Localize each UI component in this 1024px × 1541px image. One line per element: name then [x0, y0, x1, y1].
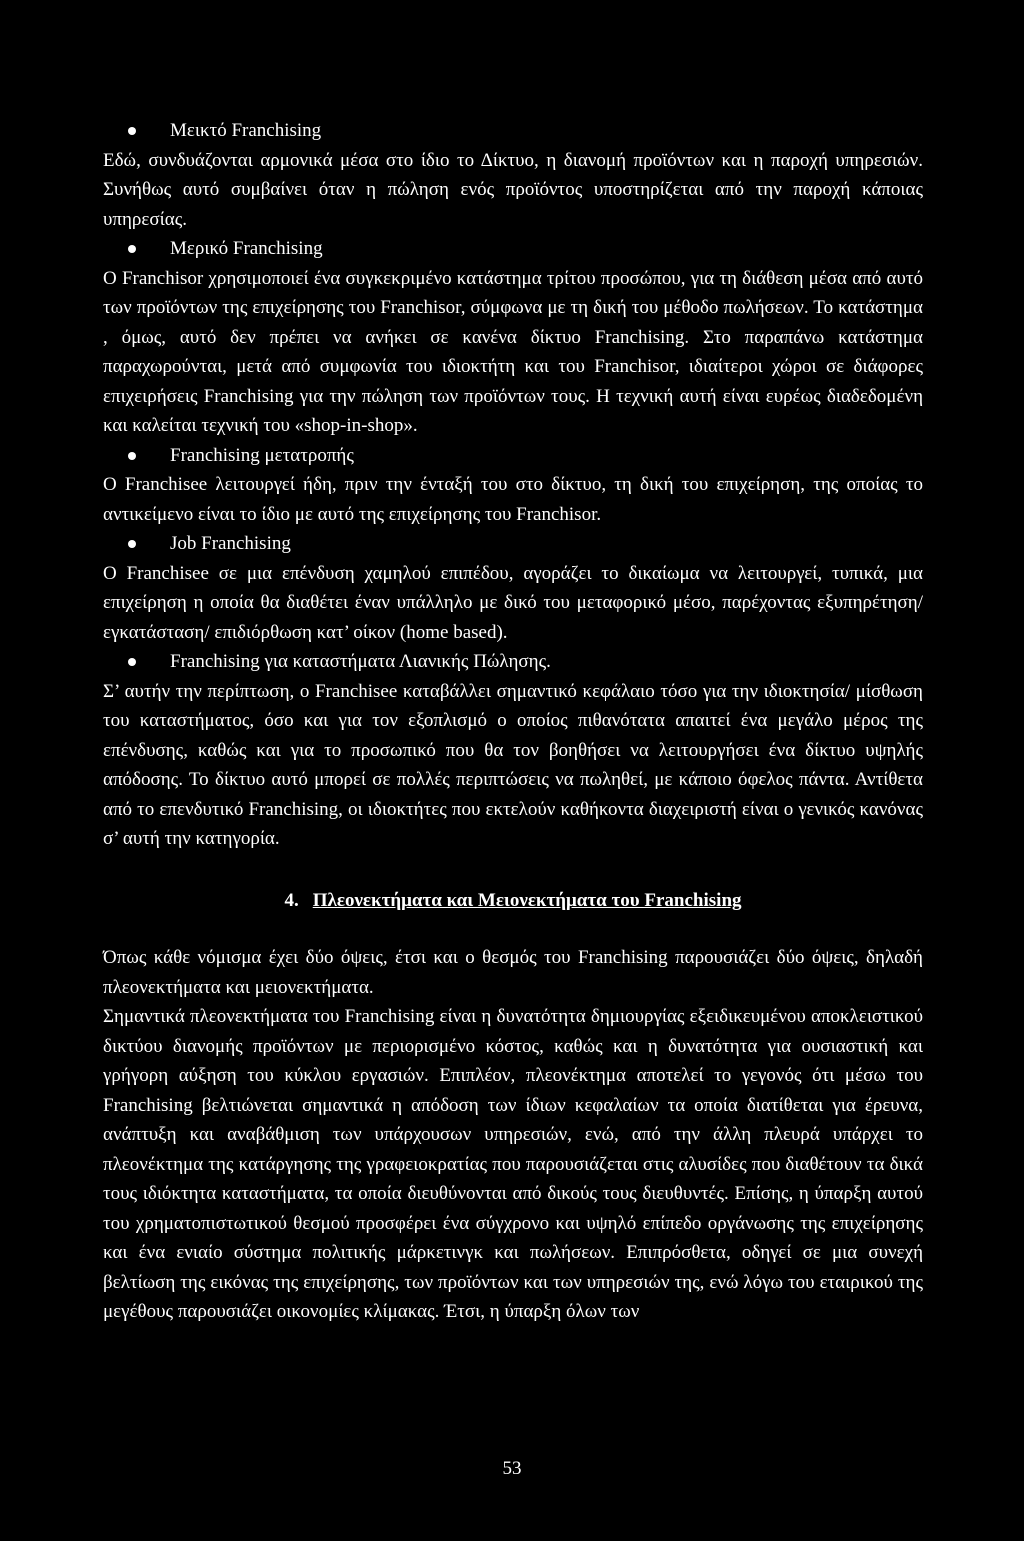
section-title: Μεικτό Franchising [170, 120, 322, 141]
page-number: 53 [502, 1458, 522, 1479]
section-paragraph: Σ’ αυτήν την περίπτωση, ο Franchisee καταβάλλει σημαντικό κεφάλαιο τόσο για την ιδιοκτησία/ μίσθωση του καταστήματος, όσο και για τον εξοπλισμό ο οποίος πιθανότατα απαιτεί ένα μεγάλο μέρος της επένδυσης, καθώς και για το προσωπικό που θα τον βοηθήσει να λειτουργήσει ένα δίκτυο υψηλής απόδοσης. Το δίκτυο αυτό μπορεί σε πολλές περιπτώσεις να πωληθεί, με κάποιο όφελος πάντα. Αντίθετα από το επενδυτικό Franchising, οι ιδιοκτήτες που εκτελούν καθήκοντα διαχειριστή είναι ο γενικός κανόνας σ’ αυτή την κατηγορία. [103, 680, 923, 849]
heading-number: 4. [284, 889, 299, 911]
section-title: Franchising μετατροπής [170, 444, 354, 466]
section-paragraph: Ο Franchisor χρησιμοποιεί ένα συγκεκριμένο κατάστημα τρίτου προσώπου, για τη διάθεση μέσα από αυτό των προϊόντων της επιχείρησης του Franchisor, σύμφωνα με τη δική του μέθοδο πωλήσεων. Το κατάστημα , όμως, αυτό δεν πρέπει να ανήκει σε κανένα δίκτυο Franchising. Στο παραπάνω κατάστημα παραχωρούνται, μετά από συμφωνία του ιδιοκτήτη και του Franchisor, ιδιαίτεροι χώροι σε διάφορες επιχειρήσεις Franchising για την πώληση των προϊόντων τους. Η τεχνική αυτή είναι ευρέως διαδεδομένη και καλείται τεχνική του «shop-in-shop». [103, 267, 923, 436]
section-paragraph: Εδώ, συνδυάζονται αρμονικά μέσα στο ίδιο το Δίκτυο, η διανομή προϊόντων και η παροχή υπηρεσιών. Συνήθως αυτό συμβαίνει όταν η πώληση ενός προϊόντος υποστηρίζεται από την παροχή κάποιας υπηρεσίας. [103, 149, 923, 230]
bullet-icon [128, 658, 136, 666]
bullet-icon [128, 127, 136, 135]
advantages-paragraph: Σημαντικά πλεονεκτήματα του Franchising είναι η δυνατότητα δημιουργίας εξειδικευμένου αποκλειστικού δικτύου διανομής προϊόντων με περιορισμένο κόστος, καθώς και η δυνατότητα για ουσιαστική και γρήγορη αύξηση του κύκλου εργασιών. Επιπλέον, πλεονέκτημα αποτελεί το γεγονός ότι μέσω του Franchising βελτιώνεται σημαντικά η απόδοση των ίδιων κεφαλαίων τα οποία διατίθεται για έρευνα, ανάπτυξη και αναβάθμιση των υπάρχουσων υπηρεσιών, ενώ, από την άλλη πλευρά υπάρχει το πλεονέκτημα της κατάργησης της γραφειοκρατίας που παρουσιάζεται στις αλυσίδες που διαθέτουν τα δικά τους ιδιόκτητα καταστήματα, τα οποία διευθύνονται από δικούς τους διευθυντές. Επίσης, η ύπαρξη αυτού του χρηματοπιστωτικού θεσμού προσφέρει ένα σύγχρονο και υψηλό επίπεδο οργάνωσης της επιχείρησης και ένα ενιαίο σύστημα πολιτικής μάρκετινγκ και πωλήσεων. Επιπρόσθετα, οδηγεί σε μια συνεχή βελτίωση της εικόνας της επιχείρησης, των προϊόντων και των υπηρεσιών της, ενώ λόγω του εταιρικού της μεγέθους παρουσιάζει οικονομίες κλίμακας. Έτσι, η ύπαρξη όλων των [103, 1006, 923, 1322]
section-conversion-franchising [103, 441, 923, 530]
section-title: Μερικό Franchising [170, 238, 323, 259]
section-paragraph: Ο Franchisee λειτουργεί ήδη, πριν την ένταξή του στο δίκτυο, τη δική του επιχείρηση, της οποίας το αντικείμενο είναι το ίδιο με αυτό της επιχείρησης του Franchisor. [103, 474, 923, 525]
section-mixed-franchising [103, 116, 923, 234]
section-paragraph: Ο Franchisee σε μια επένδυση χαμηλού επιπέδου, αγοράζει το δικαίωμα να λειτουργεί, τυπικά, μια επιχείρηση η οποία θα διαθέτει έναν υπάλληλο με δικό του μεταφορικό μέσο, παρέχοντας εξυπηρέτηση/ εγκατάσταση/ επιδιόρθωση κατ’ οίκον (home based). [103, 562, 923, 643]
bullet-icon [128, 540, 136, 548]
bullet-icon [128, 245, 136, 253]
section-title: Franchising για καταστήματα Λιανικής Πώλησης. [170, 651, 551, 672]
chapter-heading [103, 886, 923, 916]
section-retail-franchising [103, 647, 923, 854]
document-page [103, 116, 923, 1327]
intro-paragraph: Όπως κάθε νόμισμα έχει δύο όψεις, έτσι και ο θεσμός του Franchising παρουσιάζει δύο όψεις, δηλαδή πλεονεκτήματα και μειονεκτήματα. [103, 947, 923, 998]
section-title: Job Franchising [170, 533, 291, 554]
heading-title: Πλεονεκτήματα και Μειονεκτήματα του Franchising [312, 889, 742, 911]
bullet-icon [128, 452, 136, 460]
section-job-franchising [103, 529, 923, 647]
section-partial-franchising [103, 234, 923, 441]
